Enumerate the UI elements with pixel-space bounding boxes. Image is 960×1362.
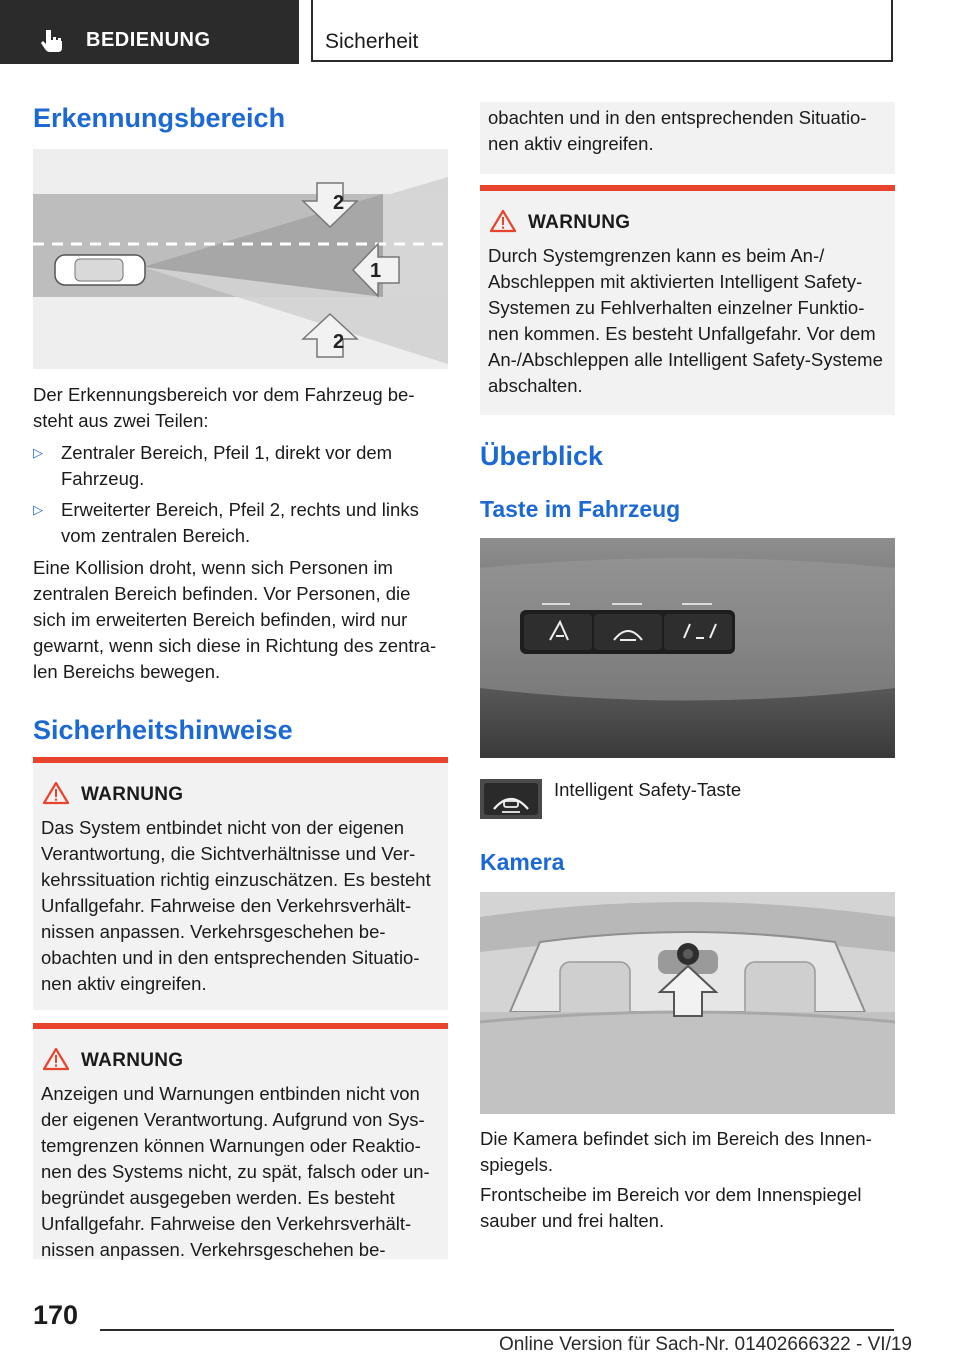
heading-button-in-vehicle: Taste im Fahrzeug: [480, 496, 681, 522]
warning-triangle-icon: [43, 1047, 69, 1071]
label-2-top: 2: [333, 192, 345, 214]
heading-safety-notes: Sicherheitshinweise: [33, 715, 293, 745]
warning-box: [33, 757, 448, 1010]
warning-title: WARNUNG: [81, 1050, 184, 1071]
list-item: ▷ Zentraler Bereich, Pfeil 1, direkt vor dem Fahrzeug.: [33, 442, 393, 489]
warning-text-continued: obachten und in den entsprechenden Situationen aktiv eingreifen.: [488, 107, 867, 154]
label-1: 1: [370, 260, 382, 282]
button-panel-photo: [480, 538, 895, 758]
section-title: Sicherheit: [325, 30, 419, 53]
collision-text: Eine Kollision droht, wenn sich Personen im zentralen Bereich befinden. Vor Personen, die sich im erweiterten Bereich befinden, wird nur gewarnt, wenn sich diese in Richtung des zentralen Bereichs bewegen.: [33, 557, 437, 682]
warning-box: [480, 185, 895, 415]
bullet-triangle-icon: ▷: [33, 502, 43, 517]
detection-area-diagram: [33, 149, 448, 369]
warning-title: WARNUNG: [528, 212, 631, 233]
warning-text: Das System entbindet nicht von der eigenen Verantwortung, die Sichtverhältnisse und Verkehrssituation richtig einzuschätzen. Es besteht Unfallgefahr. Fahrweise den Verkehrsverhältnissen anpassen. Verkehrsgeschehen beobachten und in den entsprechenden Situationen aktiv eingreifen.: [41, 817, 431, 994]
heading-detection-area: Erkennungsbereich: [33, 103, 286, 133]
camera-location-photo: [480, 892, 895, 1114]
warning-text: Anzeigen und Warnungen entbinden nicht von der eigenen Verantwortung. Aufgrund von Systemgrenzen können Warnungen oder Reaktionen des Systems nicht, zu spät, falsch oder unbegründet ausgegeben werden. Es besteht Unfallgefahr. Fahrweise den Verkehrsverhältnissen anpassen. Verkehrsgeschehen be-: [41, 1083, 430, 1260]
intelligent-safety-button-icon: [480, 779, 542, 819]
intro-text: Der Erkennungsbereich vor dem Fahrzeug besteht aus zwei Teilen:: [33, 384, 415, 431]
hand-pointer-icon: [40, 28, 66, 54]
bullet-triangle-icon: ▷: [33, 445, 43, 460]
camera-cleaning-text: Frontscheibe im Bereich vor dem Innenspiegel sauber und frei halten.: [480, 1184, 862, 1231]
warning-title: WARNUNG: [81, 784, 184, 805]
heading-overview: Überblick: [480, 441, 604, 471]
camera-location-text: Die Kamera befindet sich im Bereich des Innenspiegels.: [480, 1128, 872, 1175]
warning-box-continued: [480, 102, 895, 174]
page-number: 170: [33, 1300, 79, 1330]
label-2-bottom: 2: [333, 331, 345, 353]
button-caption: Intelligent Safety-Taste: [554, 779, 742, 800]
warning-box: [33, 1023, 448, 1259]
footer-rule: [100, 1329, 894, 1331]
list-item: ▷ Erweiterter Bereich, Pfeil 2, rechts und links vom zentralen Bereich.: [33, 499, 419, 546]
warning-triangle-icon: [490, 209, 516, 233]
footer-text: Online Version für Sach-Nr. 01402666322 - VI/19: [499, 1334, 912, 1355]
warning-triangle-icon: [43, 781, 69, 805]
chapter-title: BEDIENUNG: [86, 29, 211, 51]
warning-text: Durch Systemgrenzen kann es beim An-/ Abschleppen mit aktivierten Intelligent Safety-Systemen zu Fehlverhalten einzelner Funktionen kommen. Es besteht Unfallgefahr. Vor dem An-/Abschleppen alle Intelligent Safety-Systeme abschalten.: [488, 245, 883, 396]
heading-camera: Kamera: [480, 849, 565, 875]
